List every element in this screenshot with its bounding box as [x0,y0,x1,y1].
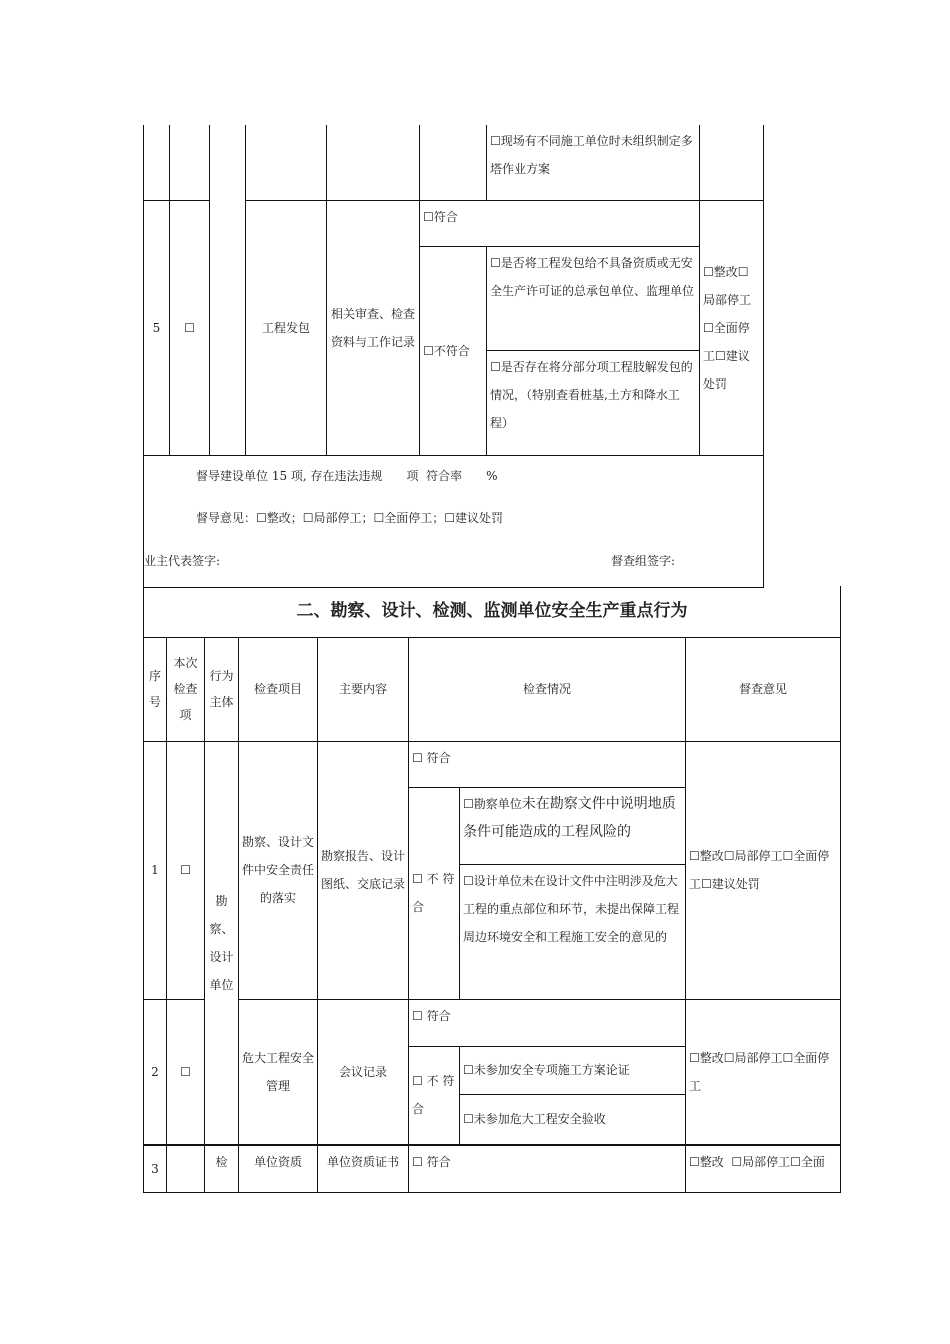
check-box[interactable]: ☐ [167,999,205,1145]
header-seq: 序号 [144,637,167,741]
issue-text: 未在勘察文件中说明地质条件可能造成的工程风险的 [463,795,676,840]
table-row [144,1145,841,1192]
main-content: 勘察报告、设计图纸、交底记录 [318,741,409,999]
noncomply-option[interactable]: ☐不符合 [420,246,487,455]
table-row [144,125,764,200]
check-item: 工程发包 [246,200,327,455]
opinion-options[interactable]: ☐整改☐局部停工☐全面停工 [686,999,841,1145]
comply-option[interactable]: ☐ 符合 [409,1145,686,1192]
check-item: 危大工程安全管理 [239,999,318,1145]
header-content: 主要内容 [318,637,409,741]
noncomply-option[interactable]: ☐ 不 符合 [409,787,460,999]
issue-item[interactable]: ☐未参加危大工程安全验收 [460,1094,686,1145]
main-content: 相关审查、检查资料与工作记录 [327,200,420,455]
seq-cell [144,125,170,200]
issue-item[interactable]: ☐是否将工程发包给不具备资质或无安全生产许可证的总承包单位、监理单位 [487,246,700,350]
opinion-options[interactable]: ☐整改 ☐局部停工☐全面 [686,1145,841,1192]
issue-item[interactable]: ☐设计单位未在设计文件中注明涉及危大工程的重点部位和环节，未提出保障工程周边环境安全和工程施工安全的意见的 [460,864,686,999]
seq-number: 1 [144,741,167,999]
issue-item[interactable]: ☐未参加安全专项施工方案论证 [460,1046,686,1094]
header-situation: 检查情况 [409,637,686,741]
summary-row [144,455,764,587]
title-row [144,586,841,637]
comply-cell [420,125,487,200]
issue-item[interactable]: ☐是否存在将分部分项工程肢解发包的情况，（特别查看桩基,土方和降水工程） [487,350,700,455]
header-this-check: 本次检查项 [167,637,205,741]
check-item: 单位资质 [239,1145,318,1192]
subject-cell [210,200,246,455]
check-box[interactable]: ☐ [167,741,205,999]
comply-option[interactable]: ☐ 符合 [409,741,686,787]
comply-option[interactable]: ☐符合 [420,200,700,246]
main-content: 会议记录 [318,999,409,1145]
issue-item[interactable] [460,787,686,864]
table-row [144,741,841,787]
subject-cell: 检 [205,1145,239,1192]
summary-cell [144,455,764,587]
seq-number: 2 [144,999,167,1145]
check-item: 勘察、设计文件中安全责任的落实 [239,741,318,999]
check-box[interactable]: ☐ [170,200,210,455]
header-row [144,637,841,741]
opinion-cell [700,125,764,200]
seq-number: 5 [144,200,170,455]
content-cell [327,125,420,200]
table-row [144,999,841,1046]
issue-prefix: ☐勘察单位 [463,796,522,811]
seq-number: 3 [144,1145,167,1192]
header-subject: 行为主体 [205,637,239,741]
owner-signature-label: 业主代表签字: [144,553,221,568]
issue-cell: ☐现场有不同施工单位时未组织制定多塔作业方案 [487,125,700,200]
table-survey-design-units [143,586,841,1193]
opinion-options[interactable]: ☐整改☐局部停工☐全面停工☐建议处罚 [700,200,764,455]
subject-cell [210,125,246,200]
box-cell [170,125,210,200]
section-title: 二、勘察、设计、检测、监测单位安全生产重点行为 [144,586,841,637]
item-cell [246,125,327,200]
table-building-unit [143,125,764,588]
comply-option[interactable]: ☐ 符合 [409,999,686,1046]
opinion-options[interactable]: ☐整改☐局部停工☐全面停工☐建议处罚 [686,741,841,999]
main-content: 单位资质证书 [318,1145,409,1192]
summary-count: 督导建设单位 15 项, 存在违法违规 项 符合率 % [196,468,498,483]
summary-opinion: 督导意见：☐整改；☐局部停工；☐全面停工；☐建议处罚 [196,510,504,525]
header-opinion: 督查意见 [686,637,841,741]
check-box[interactable] [167,1145,205,1192]
subject-cell: 勘察、设计单位 [205,741,239,1145]
inspector-signature-label: 督查组签字: [611,553,676,568]
table-row [144,200,764,246]
header-item: 检查项目 [239,637,318,741]
noncomply-option[interactable]: ☐ 不 符合 [409,1046,460,1145]
